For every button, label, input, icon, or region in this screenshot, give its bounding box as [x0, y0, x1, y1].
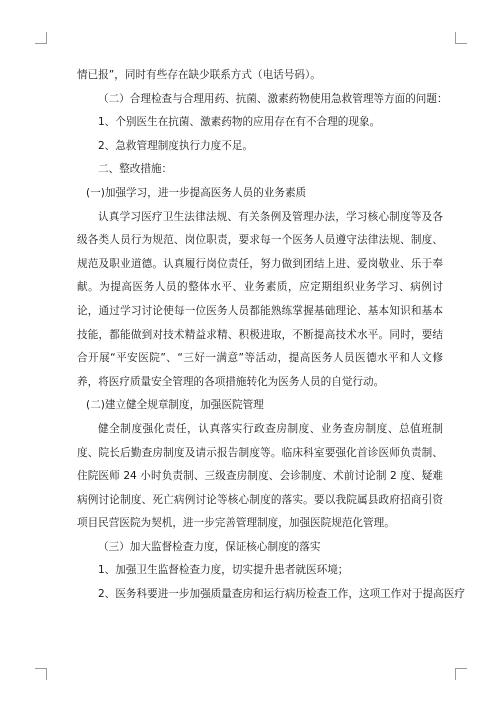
paragraph-continuation: 情已报”，同时有些存在缺少联系方式（电话号码）。	[77, 69, 321, 81]
list-item-1: 1、个别医生在抗菌、激素药物的应用存在有不合理的现象。	[98, 116, 381, 129]
list-item-supervision-2: 2、医务科要进一步加强质量查房和运行病历检查工作，这项工作对于提高医疗	[98, 588, 465, 601]
crop-mark-top-right	[455, 32, 467, 44]
document-body	[77, 64, 465, 607]
list-item-2: 2、急救管理制度执行力度不足。	[98, 139, 254, 152]
subheading-study: (一)加强学习，进一步提高医务人员的业务素质	[86, 186, 307, 199]
section-heading-problem-2: （二）合理检查与合理用药、抗菌、激素药物使用急救管理等方面的问题：	[98, 92, 448, 105]
paragraph-study: 认真学习医疗卫生法律法规、有关条例及管理办法，学习核心制度等及各级各类人员行为规范、岗位职责，要求每一个医务人员遵守法律法规、制度、规范及职业道德。认真履行岗位责任，努力做到团结上进、爱岗敬业、乐于奉献。为提高医务人员的整体水平、业务素质，应定期组织业务学习、病例讨论，通过学习讨论使每一位医务人员都能熟练掌握基础理论、基本知识和基本技能，都能做到对技术精益求精、积极进取，不断提高技术水平。同时，要结合开展“平安医院”、“三好一满意”等活动，提高医务人员医德水平和人文修养，将医疗质量安全管理的各项措施转化为医务人员的自觉行动。	[77, 210, 443, 388]
crop-mark-bottom-right	[455, 668, 467, 680]
list-item-supervision-1: 1、加强卫生监督检查力度，切实提升患者就医环境；	[98, 564, 349, 577]
crop-mark-bottom-left	[35, 668, 47, 680]
section-heading-measures: 二、整改措施：	[98, 163, 173, 176]
paragraph-regulations: 健全制度强化责任，认真落实行政查房制度、业务查房制度、总值班制度、院长后勤查房制度及请示报告制度等。临床科室要强化首诊医师负责制、住院医师 24 小时负责制、三级查房制度、会诊制度、术前讨论制 2 度、疑难病例讨论制度、死亡病例讨论等核心制度的落实。要以我院属县政府招商引资项目民营医院为契机，进一步完善管理制度，加强医院规范化管理。	[77, 422, 443, 530]
subheading-regulations: (二)建立健全规章制度，加强医院管理	[86, 399, 264, 412]
crop-mark-top-left	[35, 32, 47, 44]
subheading-supervision: （三）加大监督检查力度，保证核心制度的落实	[98, 540, 321, 553]
